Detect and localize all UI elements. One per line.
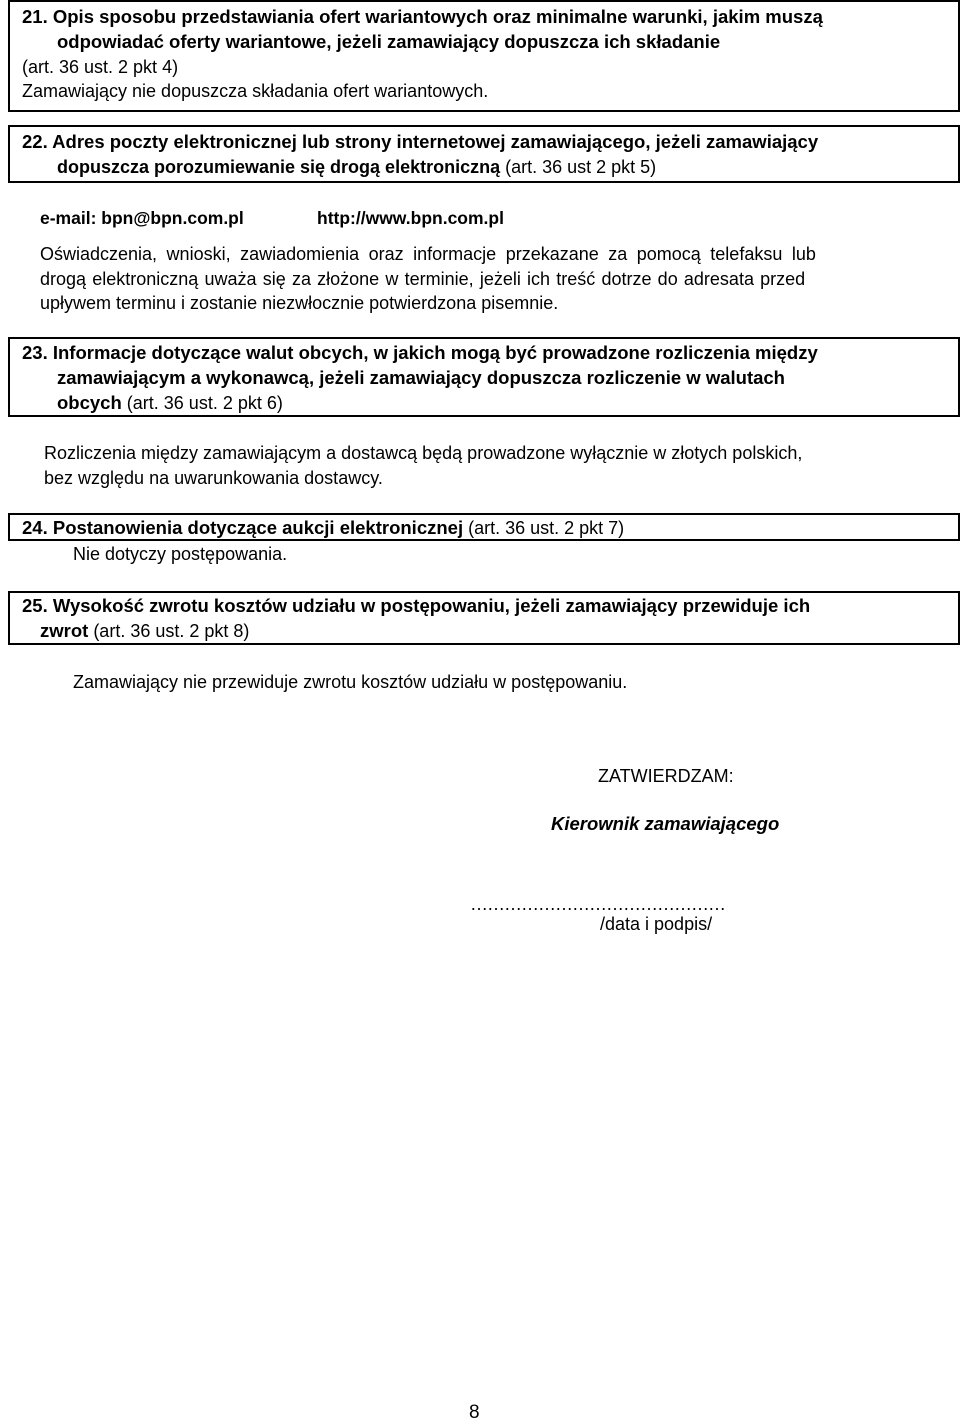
section-21-heading-line2: odpowiadać oferty wariantowe, jeżeli zamawiający dopuszcza ich składanie [57, 31, 721, 52]
section-23-body-line1: Rozliczenia między zamawiającym a dostawcą będą prowadzone wyłącznie w złotych polskich, [44, 443, 803, 463]
section-25-heading-line2-bold: zwrot [40, 620, 89, 641]
section-25-heading-line2 [40, 620, 249, 642]
section-22-heading-line2-bold: dopuszcza porozumiewanie się drogą elektroniczną [57, 157, 501, 177]
section-22-body-line1: Oświadczenia, wnioski, zawiadomienia oraz informacje przekazane za pomocą telefaksu lub [40, 244, 816, 264]
page-number: 8 [469, 1402, 480, 1423]
approval-role: Kierownik zamawiającego [551, 813, 780, 834]
section-23-heading-line2: zamawiającym a wykonawcą, jeżeli zamawiający dopuszcza rozliczenie w walutach [57, 367, 785, 388]
section-22-heading-line2 [57, 156, 656, 178]
section-23-heading-line3 [57, 392, 283, 414]
section-25-body: Zamawiający nie przewiduje zwrotu kosztów udziału w postępowaniu. [73, 672, 628, 692]
section-23-heading-line1: 23. Informacje dotyczące walut obcych, w jakich mogą być prowadzone rozliczenia między [22, 342, 818, 363]
section-25-heading-line1: 25. Wysokość zwrotu kosztów udziału w postępowaniu, jeżeli zamawiający przewiduje ich [22, 595, 811, 616]
section-24-heading-bold: 24. Postanowienia dotyczące aukcji elektronicznej [22, 517, 464, 538]
section-22-heading-line1: 22. Adres poczty elektronicznej lub strony internetowej zamawiającego, jeżeli zamawiający [22, 131, 819, 152]
contact-website: http://www.bpn.com.pl [317, 208, 504, 228]
section-22-body-line2: drogą elektroniczną uważa się za złożone w terminie, jeżeli ich treść dotrze do adresata przed [40, 269, 806, 289]
signature-note: /data i podpis/ [600, 914, 713, 934]
section-25-reference: (art. 36 ust. 2 pkt 8) [88, 621, 250, 641]
section-22-reference: (art. 36 ust 2 pkt 5) [500, 157, 657, 177]
section-24-reference: (art. 36 ust. 2 pkt 7) [463, 518, 625, 538]
section-23-body-line2: bez względu na uwarunkowania dostawcy. [44, 468, 383, 488]
section-22-body-line3: upływem terminu i zostanie niezwłocznie potwierdzona pisemnie. [40, 293, 559, 313]
signature-dots: ……………………………………… [470, 894, 725, 914]
section-24-heading [22, 517, 624, 539]
section-21-reference: (art. 36 ust. 2 pkt 4) [22, 57, 179, 77]
section-21-heading-line1: 21. Opis sposobu przedstawiania ofert wariantowych oraz minimalne warunki, jakim muszą [22, 6, 823, 27]
section-24-body: Nie dotyczy postępowania. [73, 544, 288, 564]
contact-email: e-mail: bpn@bpn.com.pl [40, 208, 244, 228]
section-23-reference: (art. 36 ust. 2 pkt 6) [121, 393, 283, 413]
section-21-body: Zamawiający nie dopuszcza składania ofert wariantowych. [22, 81, 489, 101]
section-23-heading-line3-bold: obcych [57, 392, 122, 413]
approval-label: ZATWIERDZAM: [598, 766, 734, 786]
